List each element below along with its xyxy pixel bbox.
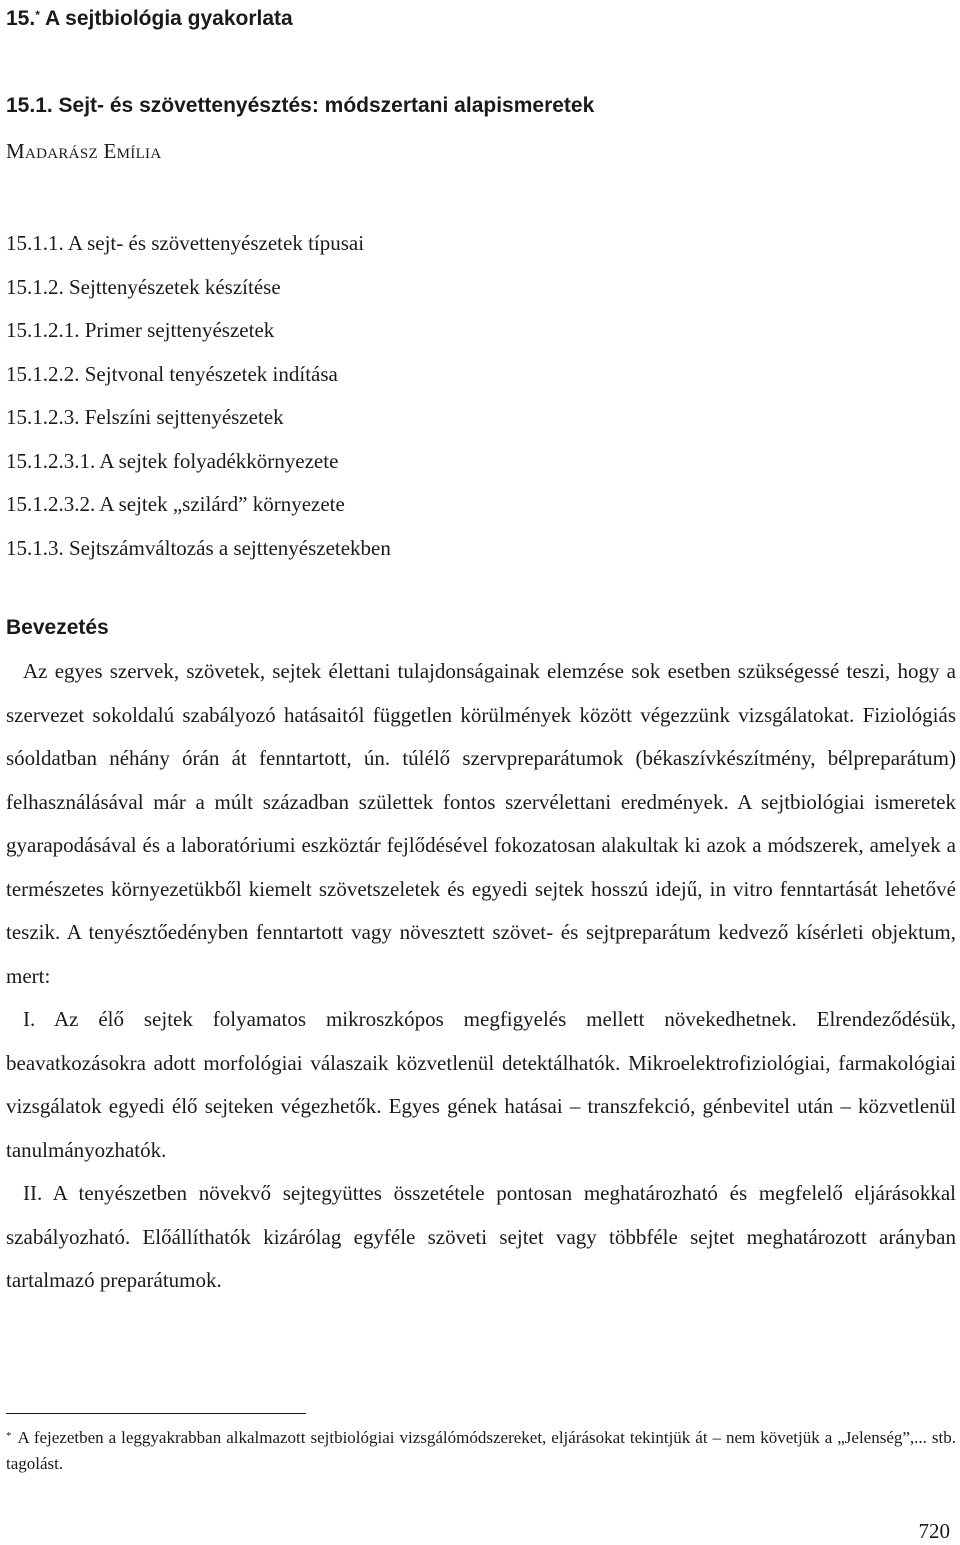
page-number: 720 [918, 1519, 950, 1543]
author-last-rest: MÍLIA [116, 146, 162, 162]
author-name [6, 138, 161, 167]
intro-body [6, 650, 956, 1303]
toc-item: 15.1.2.2. Sejtvonal tenyészetek indítása [6, 361, 338, 386]
paragraph: II. A tenyészetben növekvő sejtegyüttes összetétele pontosan meghatározható és megfelelő eljárásokkal szabályozható. Előállíthatók kizárólag egyféle szöveti sejtet vagy többféle sejtet meghatározott arányban tartalmazó preparátumok. [6, 1181, 956, 1292]
chapter-title-text: A sejtbiológia gyakorlata [44, 7, 293, 30]
footnote [6, 1425, 956, 1477]
toc-item: 15.1.2. Sejttenyészetek készítése [6, 274, 281, 299]
paragraph: Az egyes szervek, szövetek, sejtek élettani tulajdonságainak elemzése sok esetben szükségessé teszi, hogy a szervezet sokoldalú szabályozó hatásaitól független körülmények között végezzünk vizsgálatokat. Fiziológiás sóoldatban néhány órán át fenntartott, ún. túlélő szervpreparátumok (békaszívkészítmény, bélpreparátum) felhasználásával már a múlt században születtek fontos szervélettani eredmények. A sejtbiológiai ismeretek gyarapodásával és a laboratóriumi eszköztár fejlődésével fokozatosan alakultak ki azok a módszerek, amelyek a természetes környezetükből kiemelt szövetszeletek és egyedi sejtek hosszú idejű, in vitro fenntartását lehetővé teszik. A tenyésztőedényben fenntartott vagy növesztett szövet- és sejtpreparátum kedvező kísérleti objektum, mert: [6, 659, 956, 988]
chapter-number: 15. [6, 7, 36, 30]
toc-item: 15.1.2.3. Felszíni sejttenyészetek [6, 405, 284, 429]
chapter-title [6, 4, 293, 34]
paragraph: I. Az élő sejtek folyamatos mikroszkópos megfigyelés mellett növekedhetnek. Elrendeződésük, beavatkozásokra adott morfológiai válaszaik közvetlenül detektálhatók. Mikroelektrofiziológiai, farmakológiai vizsgálatok egyedi élő sejteken végezhetők. Egyes gének hatásai – transzfekció, génbevitel után – közvetlenül tanulmányozhatók. [6, 1007, 956, 1162]
footnote-mark: * [6, 1430, 12, 1442]
toc-item: 15.1.3. Sejtszámváltozás a sejttenyészetekben [6, 535, 391, 560]
chapter-footnote-mark: * [35, 8, 40, 22]
author-last-initial: E [103, 139, 117, 163]
table-of-contents [6, 222, 391, 570]
toc-item: 15.1.2.3.1. A sejtek folyadékkörnyezete [6, 448, 339, 473]
author-first-initial: M [6, 139, 25, 163]
toc-item: 15.1.1. A sejt- és szövettenyészetek típusai [6, 231, 365, 255]
author-first-rest: ADARÁSZ [24, 146, 98, 162]
footnote-divider [6, 1413, 306, 1414]
footnote-text: A fejezetben a leggyakrabban alkalmazott sejtbiológiai vizsgálómódszereket, eljárásokat tekintjük át – nem követjük a „Jelenség”,... stb. tagolást. [6, 1428, 956, 1473]
toc-item: 15.1.2.3.2. A sejtek „szilárd” környezete [6, 492, 345, 516]
intro-heading: Bevezetés [6, 616, 109, 639]
section-title: 15.1. Sejt- és szövettenyésztés: módszertani alapismeretek [6, 94, 595, 117]
toc-item: 15.1.2.1. Primer sejttenyészetek [6, 318, 275, 342]
